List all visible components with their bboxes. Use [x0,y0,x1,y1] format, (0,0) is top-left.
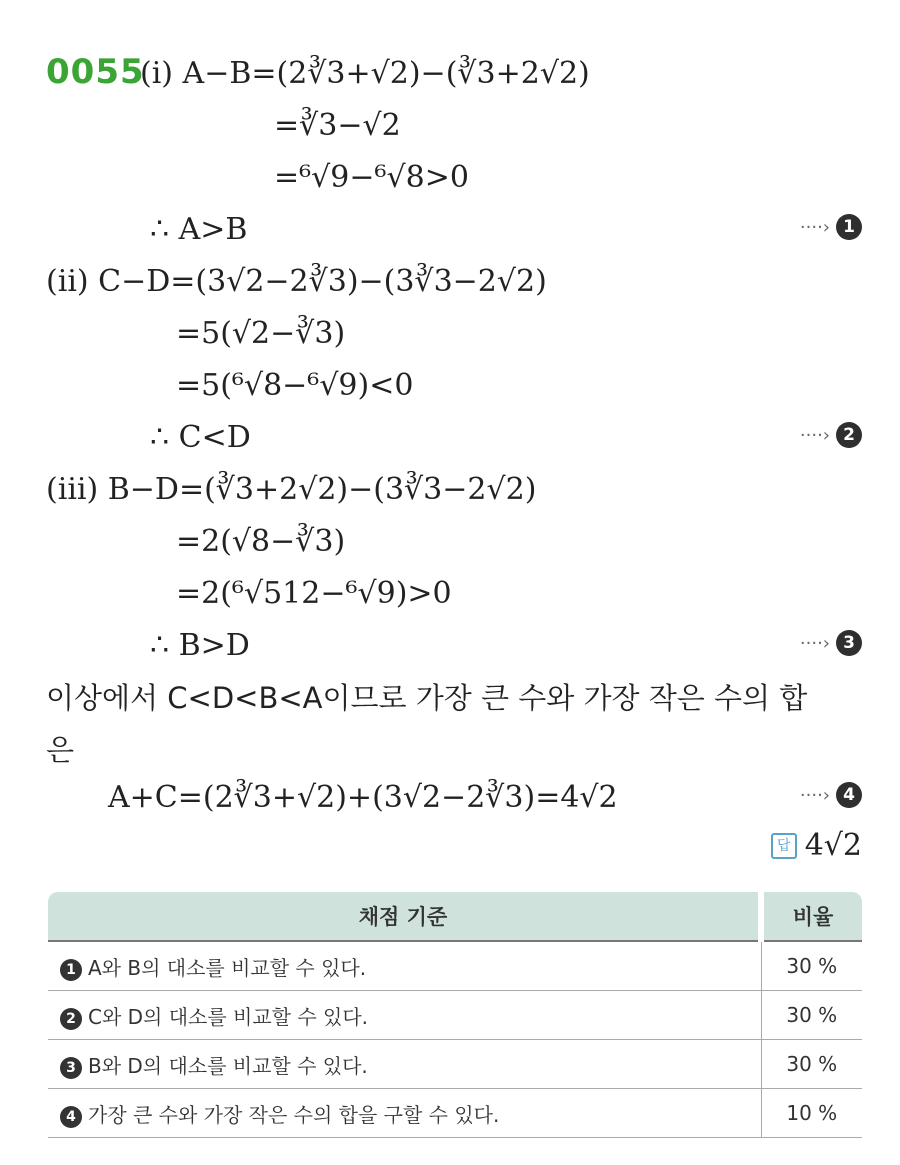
solution-line: ∴ B>D [150,628,250,663]
solution-line: (ⅱ) C−D=(3√2−2∛3)−(3∛3−2√2) [46,264,547,299]
table-row [48,1040,862,1089]
scoring-table [48,892,862,1138]
step-number-icon: 3 [836,630,862,656]
answer [771,826,862,866]
solution-line: A+C=(2∛3+√2)+(3√2−2∛3)=4√2 [108,780,618,815]
solution-line: =⁶√9−⁶√8>0 [274,160,469,195]
table-row [48,941,862,991]
step-number-icon: 4 [836,782,862,808]
solution-line: =5(√2−∛3) [176,316,346,351]
table-row [48,991,862,1040]
solution-line: (ⅲ) B−D=(∛3+2√2)−(3∛3−2√2) [46,472,537,507]
answer-value: 4√2 [804,828,862,863]
table-header-criterion: 채점 기준 [48,892,761,941]
step-marker [800,630,862,656]
step-marker [800,782,862,808]
step-marker [800,214,862,240]
ratio-value: 10 % [761,1089,862,1138]
answer-icon: 답 [771,833,797,859]
ratio-value: 30 % [761,991,862,1040]
criterion-text: B와 D의 대소를 비교할 수 있다. [88,1053,368,1078]
table-row [48,1089,862,1138]
step-badge-icon: 3 [60,1057,82,1079]
criterion-text: 가장 큰 수와 가장 작은 수의 합을 구할 수 있다. [88,1102,500,1127]
solution-line: ∴ C<D [150,420,251,455]
step-marker-arrow-icon: ····› [799,424,830,446]
step-number-icon: 2 [836,422,862,448]
step-badge-icon: 1 [60,959,82,981]
problem-number: 0055 [46,52,145,92]
solution-line: =5(⁶√8−⁶√9)<0 [176,368,414,403]
step-marker-arrow-icon: ····› [799,784,830,806]
ratio-value: 30 % [761,1040,862,1089]
step-marker [800,422,862,448]
table-header-ratio: 비율 [761,892,862,941]
solution-line: ∴ A>B [150,212,248,247]
solution-line: 은 [46,733,75,767]
solution-line: =2(⁶√512−⁶√9)>0 [176,576,452,611]
solution-line: =∛3−√2 [274,108,401,143]
step-marker-arrow-icon: ····› [799,632,830,654]
solution-line: =2(√8−∛3) [176,524,346,559]
step-marker-arrow-icon: ····› [799,216,830,238]
solution-line: 이상에서 C<D<B<A이므로 가장 큰 수와 가장 작은 수의 합 [46,681,808,715]
solution-line: (ⅰ) A−B=(2∛3+√2)−(∛3+2√2) [140,56,590,91]
step-badge-icon: 2 [60,1008,82,1030]
ratio-value: 30 % [761,941,862,991]
step-badge-icon: 4 [60,1106,82,1128]
step-number-icon: 1 [836,214,862,240]
criterion-text: A와 B의 대소를 비교할 수 있다. [88,955,367,980]
criterion-text: C와 D의 대소를 비교할 수 있다. [88,1004,369,1029]
